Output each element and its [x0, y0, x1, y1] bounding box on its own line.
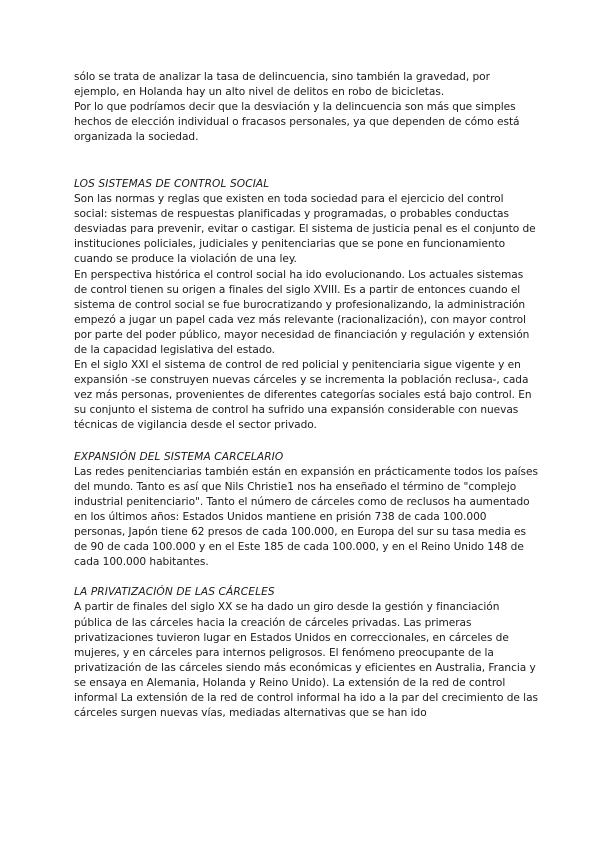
spacer	[74, 570, 538, 585]
section-paragraph: A partir de finales del siglo XX se ha dado un giro desde la gestión y financiación pública de las cárceles hacia la creación de cárceles privadas. Las primeras privatizaciones tuvieron lugar en Estados Unidos en correccionales, en cárceles de mujeres, y en cárceles para internos peligrosos. El fenómeno preocupante de la privatización de las cárceles siendo más económicas y eficientes en Australia, Francia y se ensaya en Alemania, Holanda y Reino Unido). La extensión de la red de control informal La extensión de la red de control informal ha ido a la par del crecimiento de las cárceles surgen nuevas vías, mediadas alternativas que se han ido	[74, 601, 538, 719]
section-paragraph: Las redes penitenciarias también están en expansión en prácticamente todos los países del mundo. Tanto es así que Nils Christie1 nos ha enseñado el término de "complejo industrial penitenciario". Tanto el número de cárceles como de reclusos ha aumentado en los últimos años: Estados Unidos mantiene en prisión 738 de cada 100.000 personas, Japón tiene 62 presos de cada 100.000, en Europa del sur su tasa media es de 90 de cada 100.000 y en el Este 185 de cada 100.000, y en el Reino Unido 148 de cada 100.000 habitantes.	[74, 466, 538, 569]
section-paragraph: Son las normas y reglas que existen en toda sociedad para el ejercicio del control social: sistemas de respuestas planificadas y programadas, o probables conductas desviadas para prevenir, evitar o castigar. El sistema de justicia penal es el conjunto de instituciones policiales, judiciales y penitenciarias que se pone en funcionamiento cuando se produce la violación de una ley.	[74, 193, 536, 266]
intro-paragraph: sólo se trata de analizar la tasa de delincuencia, sino también la gravedad, por ejemplo, en Holanda hay un alto nivel de delitos en robo de bicicletas.	[74, 71, 490, 99]
section-title-privatizacion: LA PRIVATIZACIÓN DE LAS CÁRCELES	[74, 586, 275, 599]
section-paragraph: En perspectiva histórica el control social ha ido evolucionando. Los actuales sistemas de control tienen su origen a finales del siglo XVIII. Es a partir de entonces cuando el sistema de control social se fue burocratizando y profesionalizando, la administración empezó a jugar un papel cada vez más relevante (racionalización), con mayor control por parte del poder público, mayor necesidad de financiación y regulación y extensión de la capacidad legislativa del estado.	[74, 268, 530, 356]
spacer	[74, 145, 538, 177]
section-title-expansion: EXPANSIÓN DEL SISTEMA CARCELARIO	[74, 451, 284, 464]
document-body	[74, 70, 538, 721]
spacer	[74, 433, 538, 450]
section-title-control-social: LOS SISTEMAS DE CONTROL SOCIAL	[74, 178, 270, 191]
intro-paragraph: Por lo que podríamos decir que la desviación y la delincuencia son más que simples hechos de elección individual o fracasos personales, ya que dependen de cómo está organizada la sociedad.	[74, 101, 520, 144]
section-paragraph: En el siglo XXI el sistema de control de red policial y penitenciaria sigue vigente y en expansión -se construyen nuevas cárceles y se incrementa la población reclusa-, cada vez más personas, provenientes de diferentes categorías sociales está bajo control. En su conjunto el sistema de control ha sufrido una expansión considerable con nuevas técnicas de vigilancia desde el sector privado.	[74, 358, 532, 431]
